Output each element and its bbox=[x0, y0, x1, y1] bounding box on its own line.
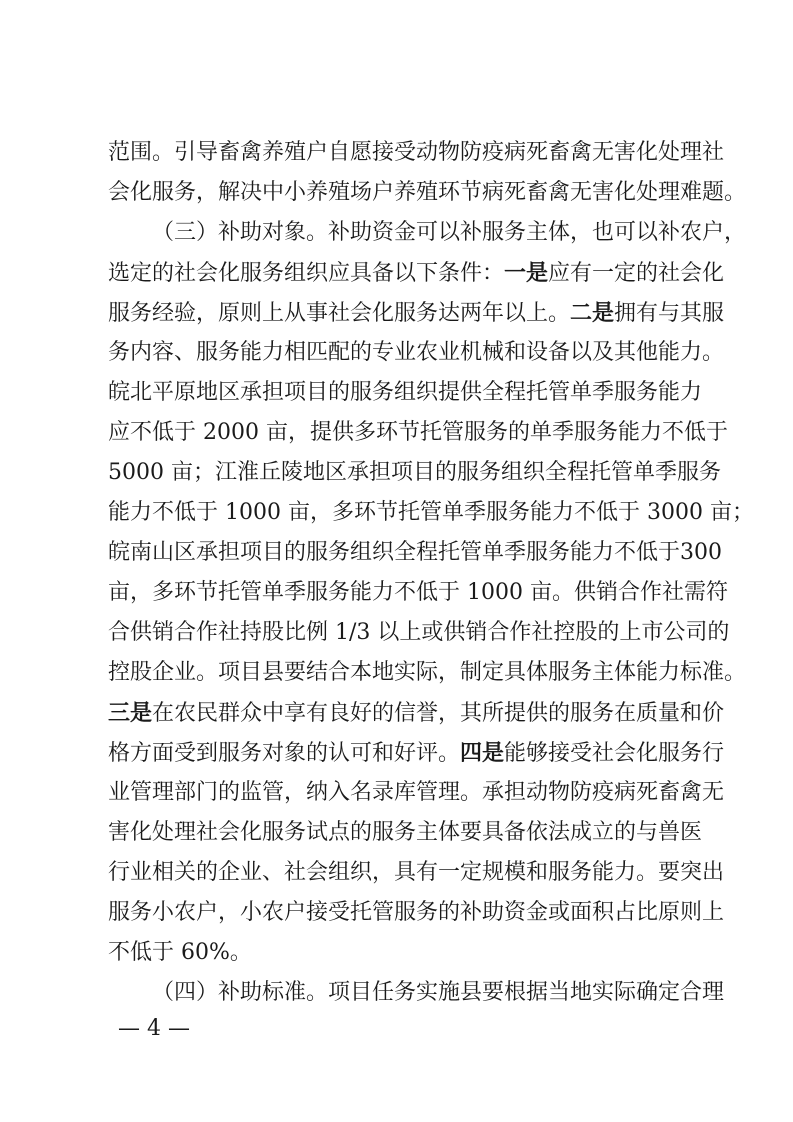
text-segment: 能够接受社会化服务行 bbox=[504, 741, 725, 766]
section-heading-line bbox=[152, 978, 725, 1008]
text-line bbox=[108, 858, 725, 888]
emphasis-text: 三是 bbox=[108, 700, 153, 726]
text-segment: 控股企业。项目县要结合本地实际，制定具体服务主体能力标准。 bbox=[108, 660, 747, 685]
text-segment: 害化处理社会化服务试点的服务主体要具备依法成立的与兽医 bbox=[108, 820, 703, 845]
text-segment: 合供销合作社持股比例 1/3 以上或供销合作社控股的上市公司的 bbox=[108, 620, 730, 645]
text-segment: 务内容、服务能力相匹配的专业农业机械和设备以及其他能力。 bbox=[108, 340, 725, 365]
text-line bbox=[108, 738, 725, 768]
text-line bbox=[108, 138, 725, 168]
text-line bbox=[108, 698, 725, 728]
text-segment: 行业相关的企业、社会组织，具有一定规模和服务能力。要突出 bbox=[108, 860, 725, 885]
text-segment: 服务经验，原则上从事社会化服务达两年以上。 bbox=[108, 301, 571, 326]
text-line bbox=[108, 298, 725, 328]
text-segment: 范围。引导畜禽养殖户自愿接受动物防疫病死畜禽无害化处理社 bbox=[108, 140, 725, 165]
text-segment: （三）补助对象。补助资金可以补服务主体，也可以补农户， bbox=[152, 220, 747, 245]
text-line bbox=[108, 178, 747, 208]
text-segment: 能力不低于 1000 亩，多环节托管单季服务能力不低于 3000 亩； bbox=[108, 500, 754, 525]
text-segment: 应有一定的社会化 bbox=[548, 261, 725, 286]
text-line bbox=[108, 338, 725, 368]
text-segment: 皖北平原地区承担项目的服务组织提供全程托管单季服务能力 bbox=[108, 380, 703, 405]
emphasis-text: 二是 bbox=[570, 300, 615, 326]
text-line bbox=[108, 898, 725, 928]
text-segment: 服务小农户，小农户接受托管服务的补助资金或面积占比原则上 bbox=[108, 900, 725, 925]
emphasis-text: 四是 bbox=[460, 740, 505, 766]
text-line bbox=[108, 418, 728, 448]
section-heading-line bbox=[152, 218, 747, 248]
text-line bbox=[108, 258, 725, 288]
text-line bbox=[108, 818, 703, 848]
text-segment: 业管理部门的监管，纳入名录库管理。承担动物防疫病死畜禽无 bbox=[108, 780, 725, 805]
text-segment: 格方面受到服务对象的认可和好评。 bbox=[108, 741, 461, 766]
text-line bbox=[108, 458, 721, 488]
text-segment: 会化服务，解决中小养殖场户养殖环节病死畜禽无害化处理难题。 bbox=[108, 180, 747, 205]
text-segment: 皖南山区承担项目的服务组织全程托管单季服务能力不低于300 bbox=[108, 540, 722, 565]
text-line bbox=[108, 378, 703, 408]
text-line bbox=[108, 618, 730, 648]
text-line bbox=[108, 538, 722, 568]
text-line bbox=[108, 938, 693, 968]
text-segment: 拥有与其服 bbox=[614, 301, 725, 326]
text-segment: 不低于 60%。 bbox=[108, 940, 252, 965]
text-segment: （四）补助标准。项目任务实施县要根据当地实际确定合理 bbox=[152, 980, 725, 1005]
text-segment: 在农民群众中享有良好的信誉，其所提供的服务在质量和价 bbox=[152, 701, 725, 726]
page-number: — 4 — bbox=[118, 1016, 190, 1041]
text-line bbox=[108, 778, 725, 808]
text-segment: 选定的社会化服务组织应具备以下条件： bbox=[108, 261, 505, 286]
text-line bbox=[108, 658, 747, 688]
text-line bbox=[108, 578, 728, 608]
text-line bbox=[108, 498, 754, 528]
text-segment: 亩，多环节托管单季服务能力不低于 1000 亩。供销合作社需符 bbox=[108, 580, 728, 605]
emphasis-text: 一是 bbox=[504, 260, 549, 286]
text-segment: 应不低于 2000 亩，提供多环节托管服务的单季服务能力不低于 bbox=[108, 420, 728, 445]
text-segment: 5000 亩；江淮丘陵地区承担项目的服务组织全程托管单季服务 bbox=[108, 460, 721, 485]
